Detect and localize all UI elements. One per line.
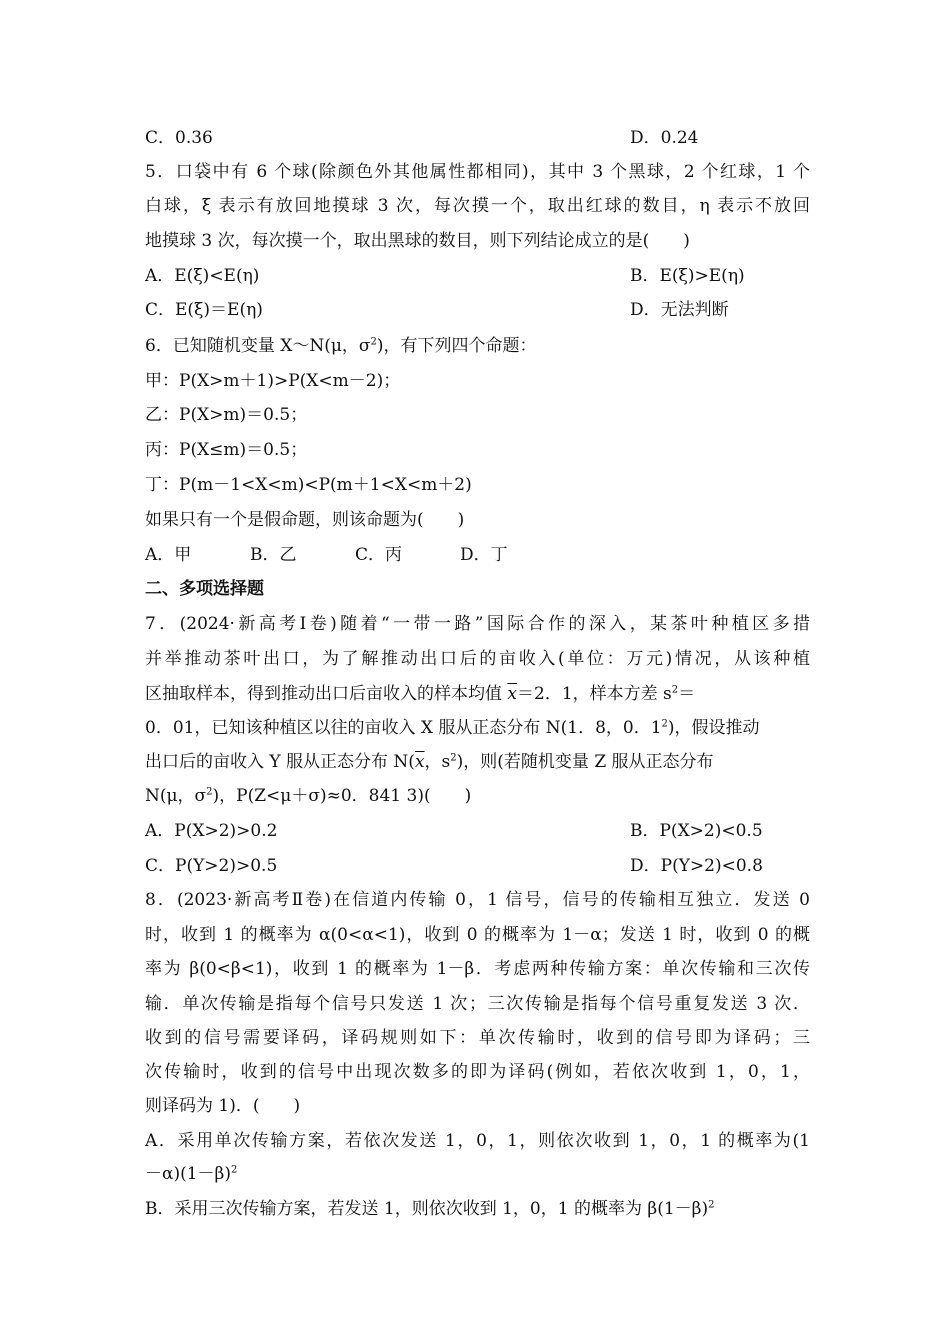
q7-line-2: 并举推动茶叶出口，为了解推动出口后的亩收入(单位：万元)情况，从该种植 [145, 649, 810, 669]
q5-line-3: 地摸球 3 次，每次摸一个，取出黑球的数目，则下列结论成立的是( ) [145, 231, 690, 251]
q6-stem [145, 335, 810, 357]
q7-line-5-b: ，s [424, 752, 451, 772]
q7-line-5-a: 出口后的亩收入 Y 服从正态分布 N( [145, 752, 415, 772]
q7-option-d: D．P(Y>2)<0.8 [630, 856, 763, 876]
q6-proposition-bing: 丙：P(X≤m)＝0.5； [145, 440, 308, 460]
q5-option-c: C．E(ξ)＝E(η) [145, 300, 263, 320]
q6-ask: 如果只有一个是假命题，则该命题为( ) [145, 510, 465, 530]
section-heading-multiple-choice: 二、多项选择题 [145, 579, 264, 599]
q7-line-3-a: 区抽取样本，得到推动出口后亩收入的样本均值 [145, 684, 508, 704]
q7-options-ab [145, 820, 810, 842]
q7-line-5 [145, 751, 810, 773]
q7-line-4-sup: 2 [661, 718, 668, 730]
q6-option-c: C．丙 [355, 545, 403, 565]
q8-line-3: 率为 β(0<β<1)，收到 1 的概率为 1－β．考虑两种传输方案：单次传输和三次传 [145, 959, 810, 979]
q7-line-3-sup: 2 [671, 684, 679, 696]
q7-line-5-sup: 2 [450, 752, 457, 764]
q7-options-cd [145, 855, 810, 877]
q8-line-1: 8．(2023·新高考Ⅱ卷)在信道内传输 0，1 信号，信号的传输相互独立．发送 0 [145, 890, 810, 910]
q4-options-row [145, 127, 810, 149]
q8-line-7: 则译码为 1)．( ) [145, 1096, 301, 1116]
q7-line-6-sup: 2 [206, 786, 213, 798]
q7-line-6 [145, 785, 810, 807]
q7-line-3-c: ＝ [678, 684, 696, 704]
q7-line-4-a: 0．01，已知该种植区以往的亩收入 X 服从正态分布 N(1．8，0．1 [145, 718, 662, 738]
q4-option-c: C．0.36 [145, 128, 213, 148]
q5-option-d: D．无法判断 [630, 300, 729, 320]
q7-line-4-b: )，假设推动 [667, 718, 760, 738]
q5-line-1: 5．口袋中有 6 个球(除颜色外其他属性都相同)，其中 3 个黑球，2 个红球，1 个 [145, 162, 810, 182]
q5-option-a: A．E(ξ)<E(η) [145, 266, 260, 286]
q8-option-b [145, 1198, 810, 1220]
q8-option-b-sup: 2 [708, 1199, 715, 1211]
q4-option-d: D．0.24 [630, 128, 699, 148]
q8-option-a-line-2 [145, 1163, 810, 1185]
q6-stem-b: )，有下列四个命题： [376, 336, 537, 356]
q6-option-a: A．甲 [145, 545, 192, 565]
q7-line-3 [145, 683, 810, 705]
q8-option-b-text: B．采用三次传输方案，若发送 1，则依次收到 1，0，1 的概率为 β(1－β) [145, 1199, 709, 1219]
q7-line-5-c: )，则(若随机变量 Z 服从正态分布 [456, 752, 714, 772]
sample-mean-symbol: $\overline{x}$ [414, 752, 425, 772]
q5-options-ab [145, 265, 810, 287]
q8-option-a-line-2-sup: 2 [231, 1164, 238, 1176]
q5-option-b: B．E(ξ)>E(η) [630, 266, 745, 286]
q6-proposition-yi: 乙：P(X>m)＝0.5； [145, 405, 308, 425]
q6-stem-sup: 2 [370, 336, 377, 348]
q6-stem-a: 6．已知随机变量 X～N(μ，σ [145, 336, 371, 356]
q7-line-1: 7．(2024·新高考Ⅰ卷)随着“一带一路”国际合作的深入，某茶叶种植区多措 [145, 614, 810, 634]
q8-line-5: 收到的信号需要译码，译码规则如下：单次传输时，收到的信号即为译码；三 [145, 1028, 810, 1048]
q7-line-4 [145, 717, 810, 739]
sample-mean-symbol: $\overline{x}$ [507, 684, 517, 704]
q8-option-a-line-2-text: －α)(1－β) [145, 1164, 232, 1184]
q6-proposition-ding: 丁：P(m－1<X<m)<P(m＋1<X<m＋2) [145, 475, 472, 495]
q5-line-2: 白球，ξ 表示有放回地摸球 3 次，每次摸一个，取出红球的数目，η 表示不放回 [145, 196, 810, 216]
q8-option-a-line-1: A．采用单次传输方案，若依次发送 1，0，1，则依次收到 1，0，1 的概率为(1 [145, 1131, 810, 1151]
q7-option-b: B．P(X>2)<0.5 [630, 821, 763, 841]
q6-option-d: D．丁 [460, 545, 508, 565]
q6-proposition-jia: 甲：P(X>m＋1)>P(X<m－2)； [145, 371, 401, 391]
q6-options-row [145, 544, 810, 566]
q8-line-4: 输．单次传输是指每个信号只发送 1 次；三次传输是指每个信号重复发送 3 次． [145, 994, 810, 1014]
q7-line-3-b: ＝2．1，样本方差 s [517, 684, 672, 704]
q7-line-6-b: )，P(Z<μ＋σ)≈0．841 3)( ) [212, 786, 472, 806]
q7-line-6-a: N(μ，σ [145, 786, 207, 806]
q7-option-c: C．P(Y>2)>0.5 [145, 856, 278, 876]
q7-option-a: A．P(X>2)>0.2 [145, 821, 278, 841]
q5-options-cd [145, 299, 810, 321]
q6-option-b: B．乙 [250, 545, 297, 565]
q8-line-6: 次传输时，收到的信号中出现次数多的即为译码(例如，若依次收到 1，0，1， [145, 1062, 810, 1082]
q8-line-2: 时，收到 1 的概率为 α(0<α<1)，收到 0 的概率为 1－α；发送 1 时，收到 0 的概 [145, 925, 810, 945]
